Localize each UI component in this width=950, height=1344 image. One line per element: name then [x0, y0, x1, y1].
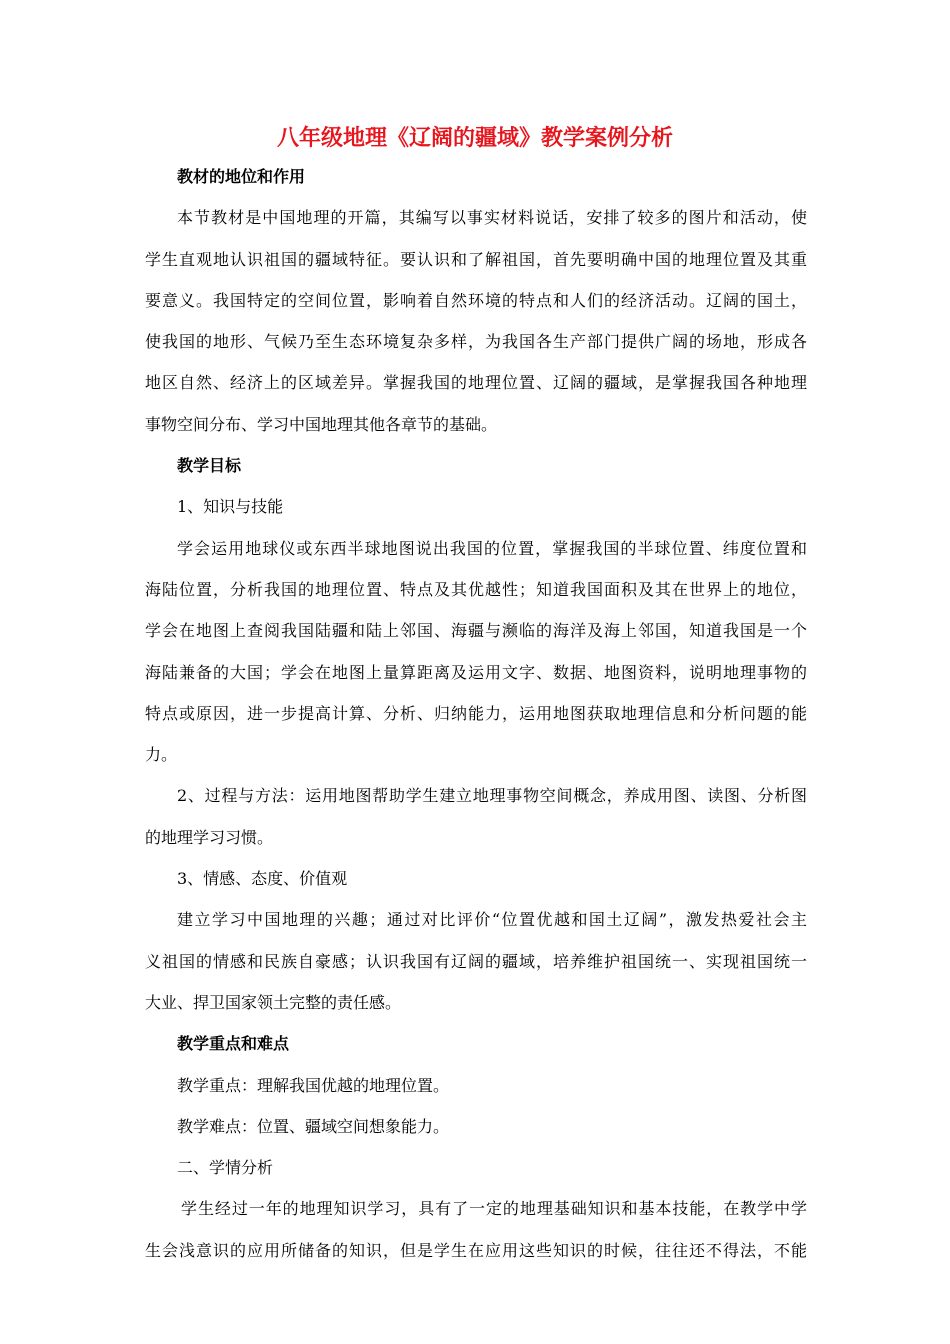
subheading-knowledge-skills: 1、知识与技能 — [177, 497, 284, 517]
section-heading-teaching-goals: 教学目标 — [177, 456, 242, 476]
paragraph-line: 学生直观地认识祖国的疆域特征。要认识和了解祖国，首先要明确中国的地理位置及其重 — [145, 249, 807, 269]
paragraph-line: 建立学习中国地理的兴趣；通过对比评价“位置优越和国土辽阔”，激发热爱社会主 — [177, 910, 807, 930]
paragraph-line: 学会在地图上查阅我国陆疆和陆上邻国、海疆与濒临的海洋及海上邻国，知道我国是一个 — [145, 621, 807, 641]
paragraph-line: 义祖国的情感和民族自豪感；认识我国有辽阔的疆域，培养维护祖国统一、实现祖国统一 — [145, 951, 807, 971]
paragraph-line: 2、过程与方法：运用地图帮助学生建立地理事物空间概念，养成用图、读图、分析图 — [177, 786, 807, 806]
subheading-emotion-values: 3、情感、态度、价值观 — [177, 869, 348, 889]
paragraph-line: 海陆位置，分析我国的地理位置、特点及其优越性；知道我国面积及其在世界上的地位， — [145, 579, 807, 599]
paragraph-line: 力。 — [145, 745, 178, 765]
paragraph-line: 大业、捍卫国家领土完整的责任感。 — [145, 992, 402, 1012]
paragraph-line: 要意义。我国特定的空间位置，影响着自然环境的特点和人们的经济活动。辽阔的国土， — [145, 290, 807, 310]
section-heading-textbook-role: 教材的地位和作用 — [177, 167, 306, 186]
paragraph-line: 教学重点：理解我国优越的地理位置。 — [177, 1075, 450, 1095]
paragraph-line: 使我国的地形、气候乃至生态环境复杂多样，为我国各生产部门提供广阔的场地，形成各 — [145, 332, 807, 352]
document-title: 八年级地理《辽阔的疆域》教学案例分析 — [276, 125, 673, 151]
paragraph-line: 的地理学习习惯。 — [145, 827, 274, 847]
paragraph-line: 学会运用地球仪或东西半球地图说出我国的位置，掌握我国的半球位置、纬度位置和 — [177, 538, 807, 558]
paragraph-line: 教学难点：位置、疆域空间想象能力。 — [177, 1116, 450, 1136]
paragraph-line: 本节教材是中国地理的开篇，其编写以事实材料说话，安排了较多的图片和活动，使 — [177, 208, 807, 228]
paragraph-line: 海陆兼备的大国；学会在地图上量算距离及运用文字、数据、地图资料，说明地理事物的 — [145, 662, 807, 682]
paragraph-line: 地区自然、经济上的区域差异。掌握我国的地理位置、辽阔的疆域，是掌握我国各种地理 — [145, 373, 807, 393]
paragraph-line: 生会浅意识的应用所储备的知识，但是学生在应用这些知识的时候，往往还不得法，不能 — [145, 1240, 807, 1260]
paragraph-line: 学生经过一年的地理知识学习，具有了一定的地理基础知识和基本技能，在教学中学 — [181, 1199, 807, 1219]
paragraph-line: 特点或原因，进一步提高计算、分析、归纳能力，运用地图获取地理信息和分析问题的能 — [145, 703, 807, 723]
document-body — [145, 156, 807, 1271]
section-heading-student-analysis: 二、学情分析 — [177, 1158, 274, 1178]
section-heading-key-difficult-points: 教学重点和难点 — [177, 1034, 290, 1054]
paragraph-line: 事物空间分布、学习中国地理其他各章节的基础。 — [145, 414, 498, 434]
